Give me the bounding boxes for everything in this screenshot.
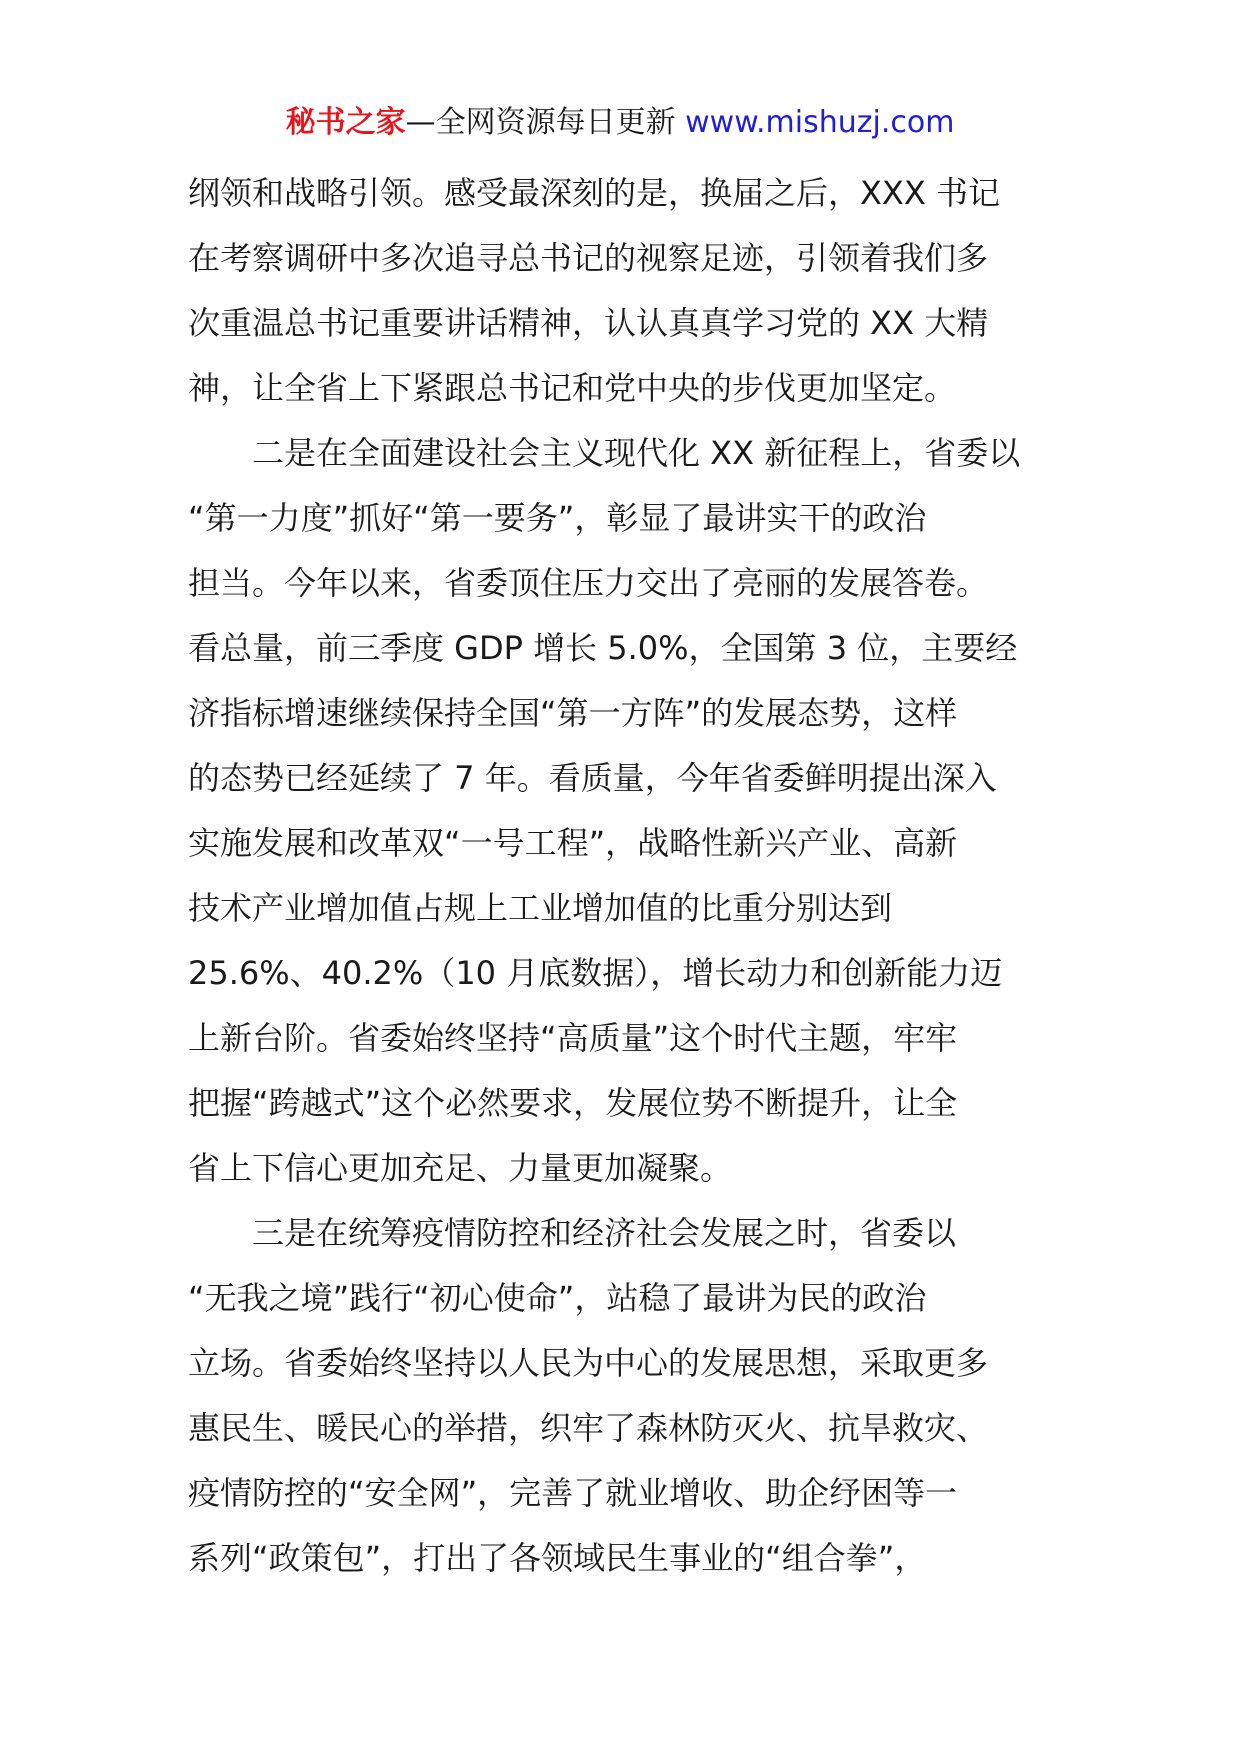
document-body	[188, 161, 1058, 1591]
text-line: 担当。今年以来，省委顶住压力交出了亮丽的发展答卷。	[188, 564, 989, 602]
header-tagline: —全网资源每日更新	[405, 105, 686, 140]
text-line: 立场。省委始终坚持以人民为中心的发展思想，采取更多	[188, 1344, 989, 1382]
site-url: www.mishuzj.com	[685, 105, 955, 140]
paragraph-start-line: 三是在统筹疫情防控和经济社会发展之时，省委以	[252, 1214, 957, 1252]
text-line: 济指标增速继续保持全国“第一方阵”的发展态势，这样	[188, 694, 958, 732]
paragraph-start-line: 二是在全面建设社会主义现代化 XX 新征程上，省委以	[252, 434, 1021, 472]
text-line: 25.6%、40.2%（10 月底数据），增长动力和创新能力迈	[188, 954, 1003, 992]
text-line: 技术产业增加值占规上工业增加值的比重分别达到	[188, 889, 893, 927]
text-line: 的态势已经延续了 7 年。看质量，今年省委鲜明提出深入	[188, 759, 997, 797]
text-line: 惠民生、暖民心的举措，织牢了森林防灭火、抗旱救灾、	[188, 1409, 989, 1447]
text-line: 把握“跨越式”这个必然要求，发展位势不断提升，让全	[188, 1084, 958, 1122]
text-line: 省上下信心更加充足、力量更加凝聚。	[188, 1149, 733, 1187]
text-line: 看总量，前三季度 GDP 增长 5.0%，全国第 3 位，主要经	[188, 629, 1018, 667]
text-line: “第一力度”抓好“第一要务”，彰显了最讲实干的政治	[188, 499, 927, 537]
text-line: 系列“政策包”，打出了各领域民生事业的“组合拳”，	[188, 1539, 927, 1577]
text-line: 次重温总书记重要讲话精神，认认真真学习党的 XX 大精	[188, 304, 989, 342]
brand-name: 秘书之家	[285, 105, 406, 140]
text-line: “无我之境”践行“初心使命”，站稳了最讲为民的政治	[188, 1279, 927, 1317]
text-line: 疫情防控的“安全网”，完善了就业增收、助企纾困等一	[188, 1474, 958, 1512]
text-line: 实施发展和改革双“一号工程”，战略性新兴产业、高新	[188, 824, 958, 862]
text-line: 上新台阶。省委始终坚持“高质量”这个时代主题，牢牢	[188, 1019, 958, 1057]
text-line: 神，让全省上下紧跟总书记和党中央的步伐更加坚定。	[188, 369, 957, 407]
text-line: 纲领和战略引领。感受最深刻的是，换届之后，XXX 书记	[188, 174, 1000, 212]
watermark-header	[0, 103, 1240, 143]
text-line: 在考察调研中多次追寻总书记的视察足迹，引领着我们多	[188, 239, 989, 277]
